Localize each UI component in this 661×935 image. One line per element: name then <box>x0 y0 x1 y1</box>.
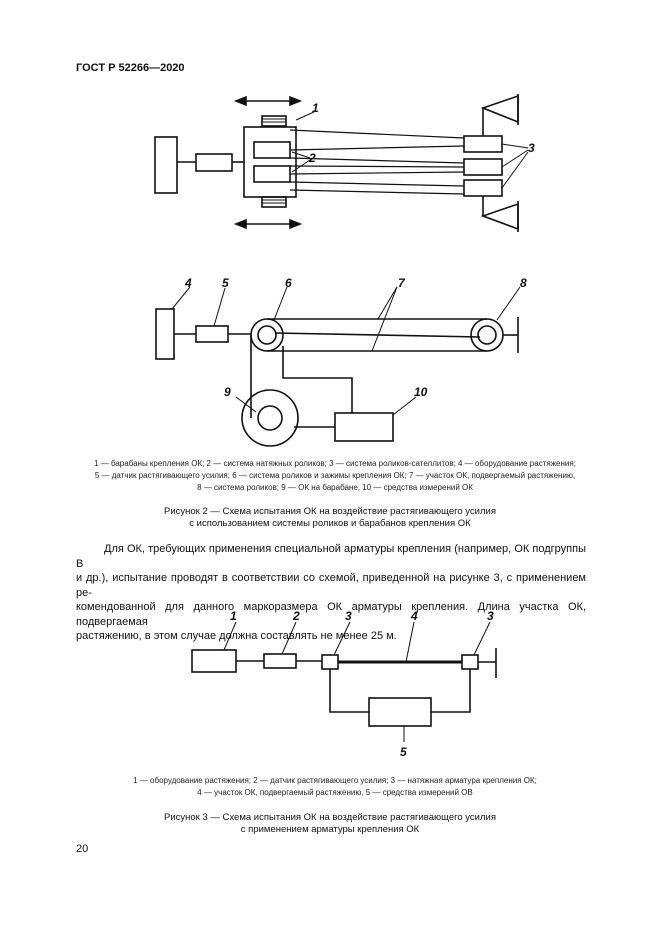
fig3-label-4: 4 <box>411 609 418 623</box>
measurement-box <box>335 413 393 441</box>
figure2-caption-line: с использованием системы роликов и барабанов крепления ОК <box>189 518 471 529</box>
top-label-3: 3 <box>528 141 535 155</box>
fig3-label-3-left: 3 <box>345 609 352 623</box>
bottom-label-10: 10 <box>414 385 428 399</box>
roller-6 <box>251 319 283 351</box>
figure3-caption <box>80 812 580 836</box>
bottom-label-4: 4 <box>185 276 192 290</box>
paragraph-line: растяжению, в этом случае должна составлять не менее 25 м. <box>76 630 397 642</box>
top-satellite-roller-3 <box>464 180 502 196</box>
paragraph-line: и др.), испытание проводят в соответствии со схемой, приведенной на рисунке 3, с применением ре- <box>76 572 586 599</box>
page-number: 20 <box>76 843 89 855</box>
top-label-2: 2 <box>309 151 316 165</box>
fig3-label-3-right: 3 <box>487 609 494 623</box>
bottom-tension-equipment <box>156 309 174 359</box>
figure3-caption-line: Рисунок 3 — Схема испытания ОК на воздействие растягивающего усилия <box>164 812 496 823</box>
bottom-label-5: 5 <box>222 276 229 290</box>
bottom-label-7: 7 <box>398 276 405 290</box>
figure3-legend <box>70 775 600 799</box>
figure3-caption-line: с применением арматуры крепления ОК <box>240 824 420 835</box>
fig3-force-sensor <box>264 654 296 668</box>
paragraph-line: Для ОК, требующих применения специальной арматуры крепления (например, ОК подгруппы В <box>76 543 586 570</box>
fig3-label-1: 1 <box>230 609 237 623</box>
fig3-fitting-left <box>322 655 338 669</box>
top-drum-upper <box>262 116 286 126</box>
top-tension-roller-1 <box>254 142 290 158</box>
figure2-legend <box>70 458 600 494</box>
top-satellite-roller-1 <box>464 136 502 152</box>
figure2-legend-line: 5 — датчик растягивающего усилия; 6 — система роликов и зажимы крепления ОК; 7 — участок ОК, подвергаемый растяжению, <box>94 471 576 480</box>
top-label-1: 1 <box>312 101 319 115</box>
figure2-legend-line: 1 — барабаны крепления ОК; 2 — система натяжных роликов; 3 — система роликов-сателлитов; 4 — оборудование растяжения; <box>94 459 576 468</box>
top-sensor-box <box>196 154 232 171</box>
fig3-fitting-right <box>462 655 478 669</box>
top-drum-lower <box>262 197 286 207</box>
bottom-label-9: 9 <box>224 385 231 399</box>
document-header: ГОСТ Р 52266—2020 <box>76 62 185 74</box>
paragraph-line: комендованной для данного маркоразмера ОК арматуры крепления. Длина участка ОК, подвергаемая <box>76 601 586 628</box>
figure3-legend-line: 4 — участок ОК, подвергаемый растяжению, 5 — средства измерений ОВ <box>197 788 473 797</box>
top-satellite-roller-2 <box>464 159 502 175</box>
bottom-label-6: 6 <box>285 276 292 290</box>
fig3-label-5: 5 <box>400 745 407 759</box>
figure2-caption <box>80 506 580 530</box>
top-tension-roller-2 <box>254 166 290 182</box>
fig3-tension-equipment <box>192 650 236 672</box>
bottom-label-8: 8 <box>520 276 527 290</box>
top-anchor-lower <box>483 204 518 229</box>
figure2-caption-line: Рисунок 2 — Схема испытания ОК на воздействие растягивающего усилия <box>164 506 496 517</box>
top-left-frame <box>244 127 296 197</box>
roller-8 <box>471 319 503 351</box>
body-paragraph <box>76 542 586 644</box>
top-equipment-box <box>155 137 177 193</box>
fig3-label-2: 2 <box>293 609 300 623</box>
top-anchor-upper <box>483 96 518 122</box>
fig3-measurement-box <box>369 698 431 726</box>
bottom-force-sensor <box>196 326 228 342</box>
figure2-bottom-scheme <box>156 287 520 446</box>
figure2-top-scheme <box>155 94 528 232</box>
figure2-legend-line: 8 — система роликов; 9 — ОК на барабане, 10 — средства измерений ОК <box>197 483 473 492</box>
figure3-legend-line: 1 — оборудование растяжения; 2 — датчик растягивающего усилия; 3 — натяжная арматура крепления ОК; <box>133 776 537 785</box>
